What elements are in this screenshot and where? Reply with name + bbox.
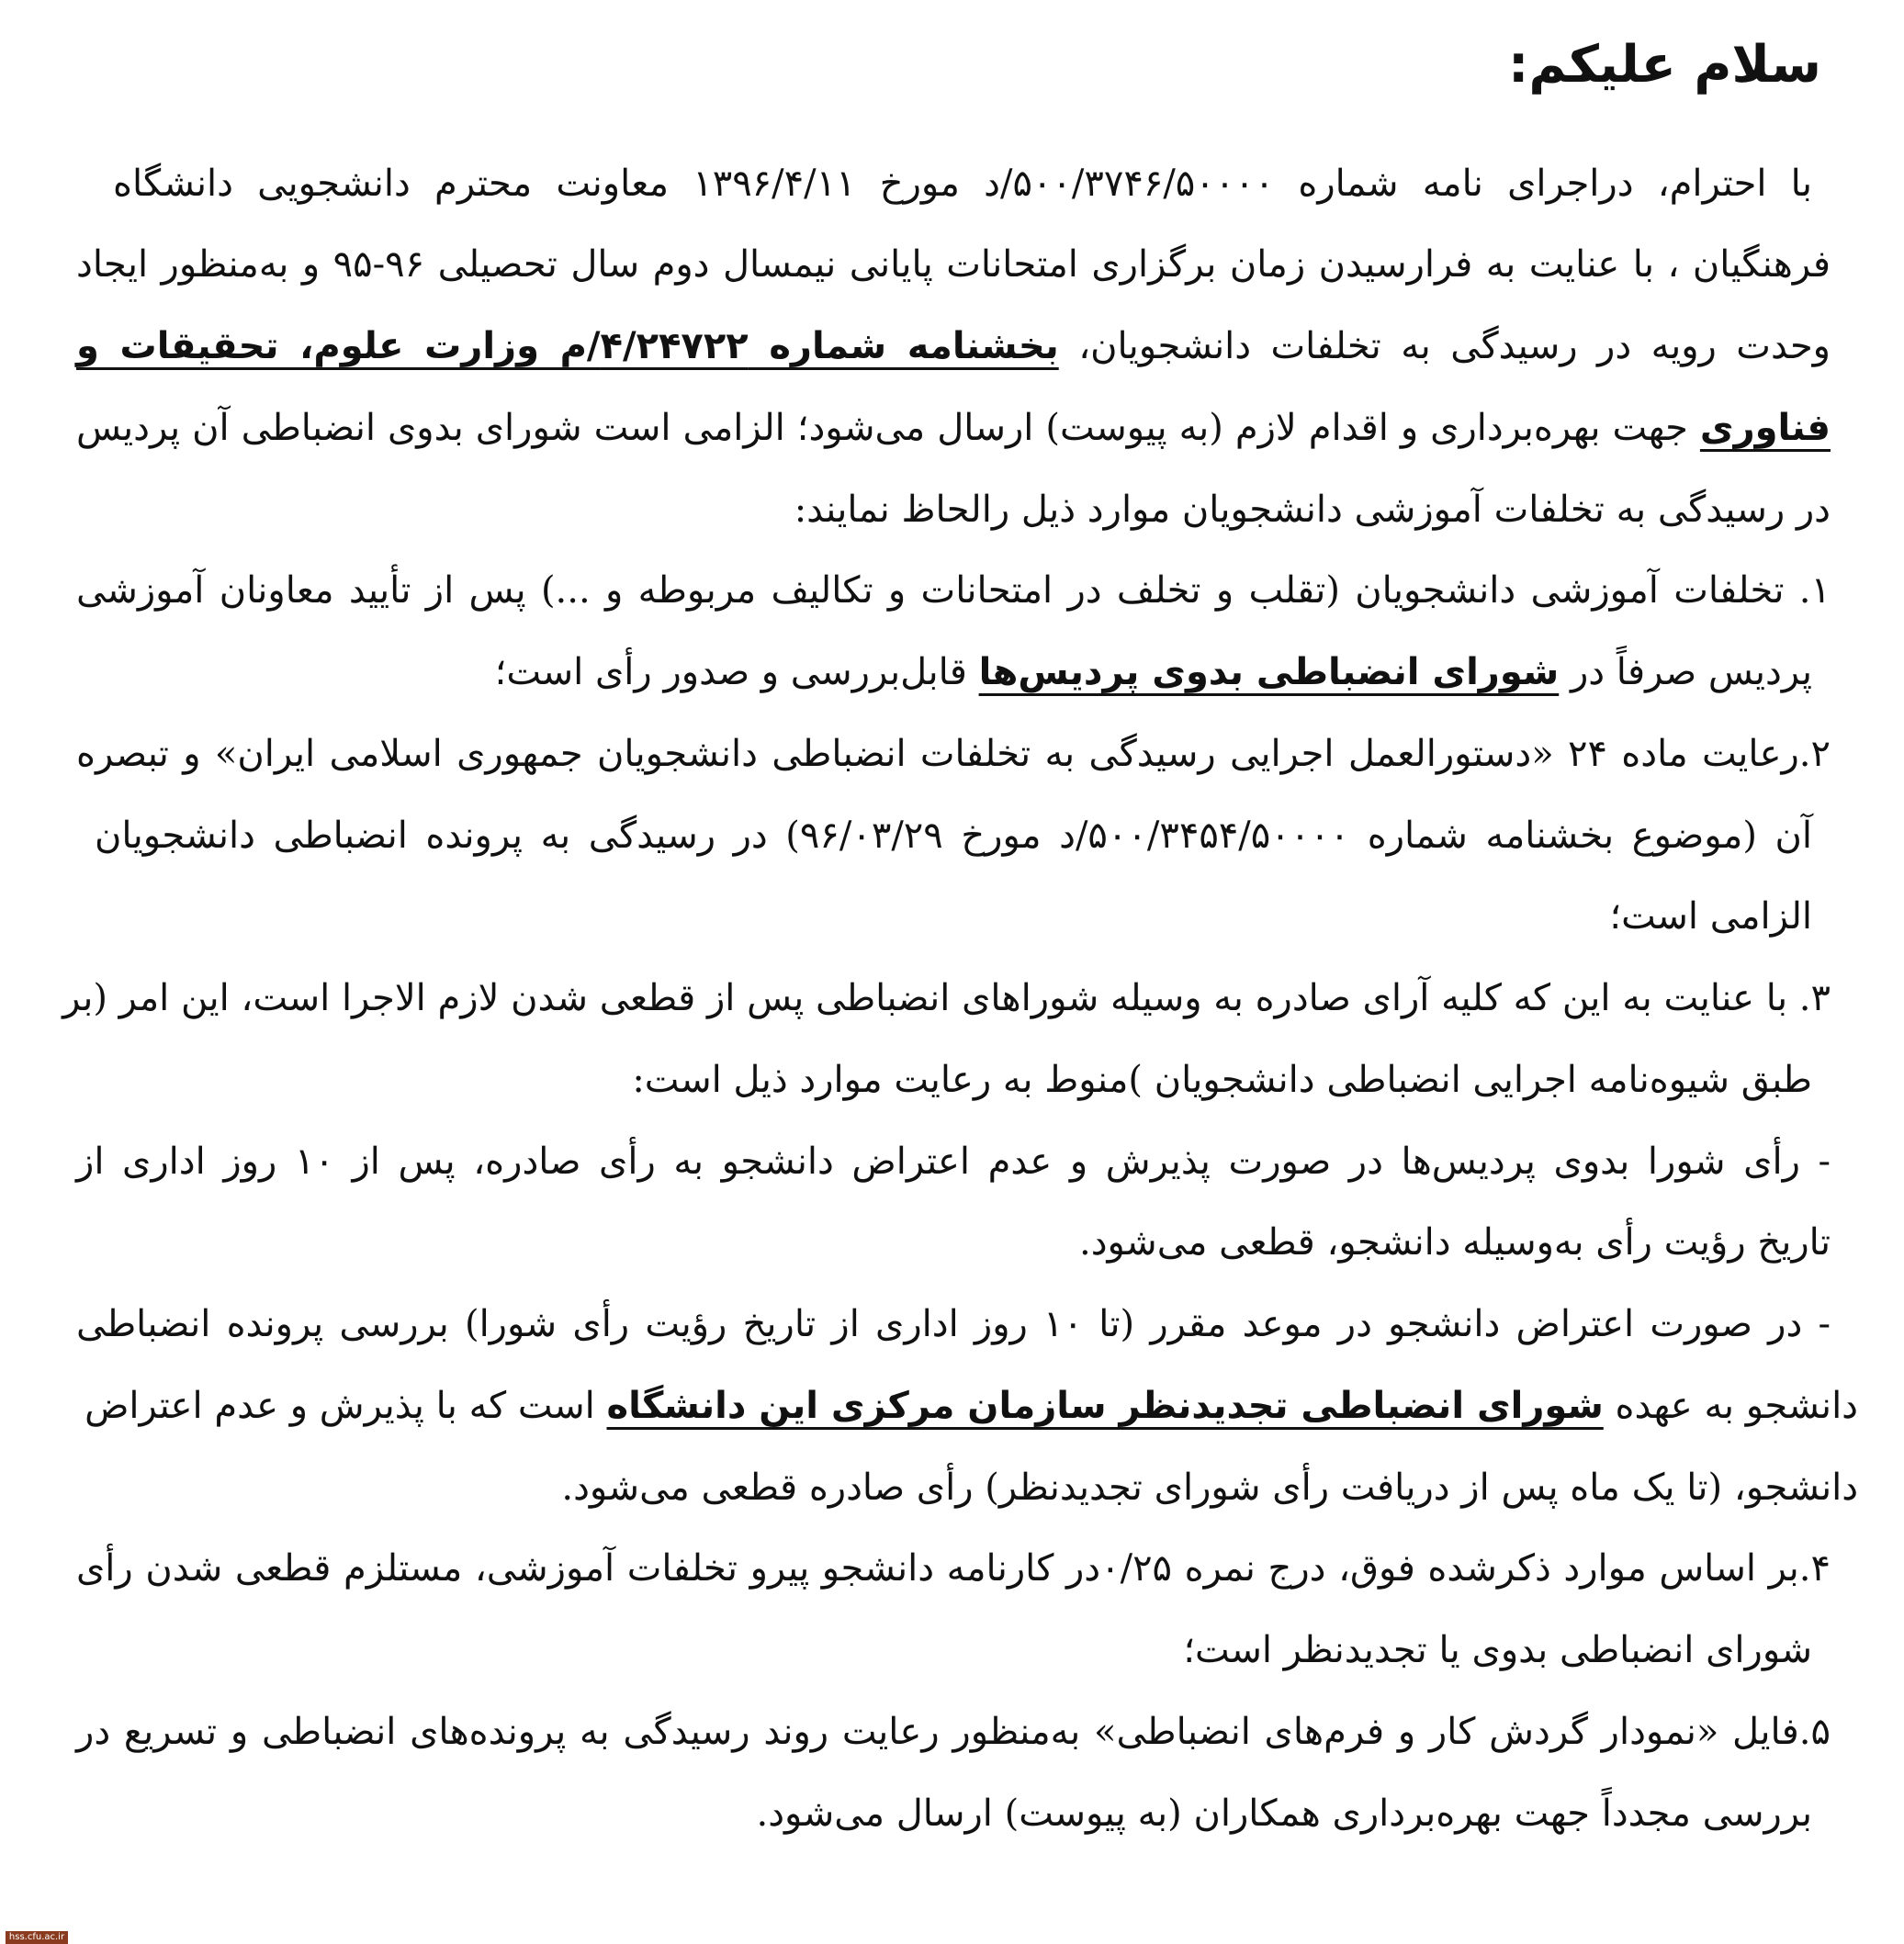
body-line: فرهنگیان ، با عنایت به فرارسیدن زمان برگزاری امتحانات پایانی نیمسال دوم سال تحصیلی ۹۶-۹۵ و به‌منظور ایجاد xyxy=(76,243,1831,286)
highlighted-phrase: شورای انضباطی تجدیدنظر سازمان مرکزی این دانشگاه xyxy=(606,1385,1604,1427)
body-line: دانشجو، (تا یک ماه پس از دریافت رأی شورای تجدیدنظر) رأی صادره قطعی می‌شود. xyxy=(561,1466,1858,1509)
body-line: ۵.فایل «نمودار گردش کار و فرم‌های انضباطی» به‌منظور رعایت روند رسیدگی به پرونده‌های انضباطی و تسریع در xyxy=(76,1711,1831,1753)
site-watermark: hss.cfu.ac.ir xyxy=(6,1931,68,1944)
body-line: - رأی شورا بدوی پردیس‌ها در صورت پذیرش و عدم اعتراض دانشجو به رأی صادره، پس از ۱۰ روز اداری از xyxy=(76,1141,1831,1183)
body-line: ۳. با عنایت به این که کلیه آرای صادره به وسیله شوراهای انضباطی پس از قطعی شدن لازم الاجرا است، این امر (بر xyxy=(62,977,1831,1019)
body-line: طبق شیوه‌نامه اجرایی انضباطی دانشجویان )منوط به رعایت موارد ذیل است: xyxy=(632,1059,1812,1101)
body-line: تاریخ رؤیت رأی به‌وسیله دانشجو، قطعی می‌شود. xyxy=(1078,1221,1831,1264)
body-line: الزامی است؛ xyxy=(1609,895,1812,938)
body-line: پردیس صرفاً در شورای انضباطی بدوی پردیس‌ها قابل‌بررسی و صدور رأی است؛ xyxy=(494,651,1812,693)
body-line: ۲.رعایت ماده ۲۴ «دستورالعمل اجرایی رسیدگی به تخلفات انضباطی دانشجویان جمهوری اسلامی ایران» و تبصره xyxy=(76,733,1831,775)
body-line: شورای انضباطی بدوی یا تجدیدنظر است؛ xyxy=(1183,1629,1812,1671)
highlighted-phrase: فناوری xyxy=(1699,407,1831,449)
highlighted-phrase: بخشنامه شماره ۴/۲۴۷۲۲/م وزارت علوم، تحقیقات و xyxy=(76,325,1059,367)
body-line: با احترام، دراجرای نامه شماره ۵۰۰/۳۷۴۶/۵۰۰۰۰/د مورخ ۱۳۹۶/۴/۱۱ معاونت محترم دانشجویی دانشگاه xyxy=(113,163,1812,205)
body-line: در رسیدگی به تخلفات آموزشی دانشجویان موارد ذیل رالحاظ نمایند: xyxy=(794,489,1831,531)
body-line: ۱. تخلفات آموزشی دانشجویان (تقلب و تخلف در امتحانات و تکالیف مربوطه و ...) پس از تأیید معاونان آموزشی xyxy=(76,569,1831,612)
body-line: - در صورت اعتراض دانشجو در موعد مقرر (تا ۱۰ روز اداری از تاریخ رؤیت رأی شورا) بررسی پرونده انضباطی xyxy=(76,1303,1831,1345)
body-line: دانشجو به عهده شورای انضباطی تجدیدنظر سازمان مرکزی این دانشگاه است که با پذیرش و عدم اعتراض xyxy=(84,1385,1858,1427)
body-line: بررسی مجدداً جهت بهره‌برداری همکاران (به پیوست) ارسال می‌شود. xyxy=(756,1792,1812,1835)
body-line: آن (موضوع بخشنامه شماره ۵۰۰/۳۴۵۴/۵۰۰۰۰/د مورخ ۹۶/۰۳/۲۹) در رسیدگی به پرونده انضباطی دانشجویان xyxy=(95,815,1813,857)
body-line: فناوری جهت بهره‌برداری و اقدام لازم (به پیوست) ارسال می‌شود؛ الزامی است شورای بدوی انضباطی آن پردیس xyxy=(76,407,1831,449)
body-line: وحدت رویه در رسیدگی به تخلفات دانشجویان، بخشنامه شماره ۴/۲۴۷۲۲/م وزارت علوم، تحقیقات و xyxy=(76,325,1831,367)
body-line: ۴.بر اساس موارد ذکرشده فوق، درج نمره ۰/۲۵در کارنامه دانشجو پیرو تخلفات آموزشی، مستلزم قطعی شدن رأی xyxy=(76,1547,1831,1590)
highlighted-phrase: شورای انضباطی بدوی پردیس‌ها xyxy=(978,651,1560,693)
greeting-heading: سلام علیکم: xyxy=(1508,35,1821,95)
